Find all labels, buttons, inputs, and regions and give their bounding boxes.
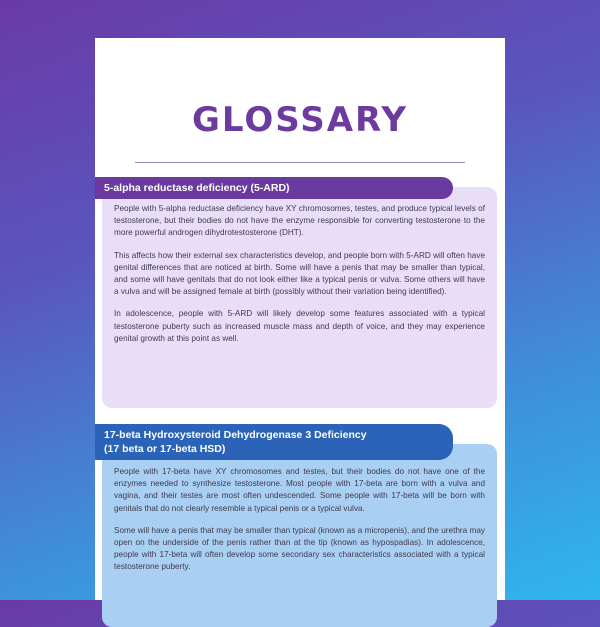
section-heading-text: 5-alpha reductase deficiency (5-ARD) <box>104 182 290 194</box>
section-heading-text: 17-beta Hydroxysteroid Dehydrogenase 3 Deficiency <box>104 429 367 441</box>
page-title: GLOSSARY <box>192 100 408 140</box>
paragraph: People with 5-alpha reductase deficiency have XY chromosomes, testes, and produce typical levels of testosterone, but their bodies do not have the enzyme responsible for converting testosterone to the more powerful androgen dihydrotestosterone (DHT). <box>114 204 485 238</box>
paragraph: In adolescence, people with 5-ARD will likely develop some features associated with a typical testosterone puberty such as increased muscle mass and depth of voice, and they may experience genital growth at this point as well. <box>114 309 485 343</box>
section-heading-17beta <box>95 424 453 460</box>
paragraph: People with 17-beta have XY chromosomes and testes, but their bodies do not have one of the enzymes needed to synthesize testosterone. Most people with 17-beta are born with a vulva and vagina, and their testes are most often undescended. Some people with 17-beta will be born with genitals that do not clearly resemble a typical penis or a typical vulva. <box>114 467 485 513</box>
section-heading-5ard <box>95 177 453 199</box>
glossary-page <box>95 38 505 600</box>
section-body-5ard <box>102 187 497 408</box>
paragraph: This affects how their external sex characteristics develop, and people born with 5-ARD will often have genital differences that are noticed at birth. Some will have a penis that may be smaller than typical, and some will have genitals that do not look either like a typical penis or vulva. Some others will have a vulva and will be assigned female at birth (possibly without their variation being identified). <box>114 250 485 297</box>
title-divider <box>135 162 465 163</box>
paragraph: Some will have a penis that may be smaller than typical (known as a micropenis), and the urethra may open on the underside of the penis rather than at the tip (known as hypospadias). In adolescence, people with 17-beta will often develop some secondary sex characteristics associated with a typical testosterone puberty. <box>114 525 485 572</box>
section-heading-subtext: (17 beta or 17-beta HSD) <box>104 443 226 455</box>
